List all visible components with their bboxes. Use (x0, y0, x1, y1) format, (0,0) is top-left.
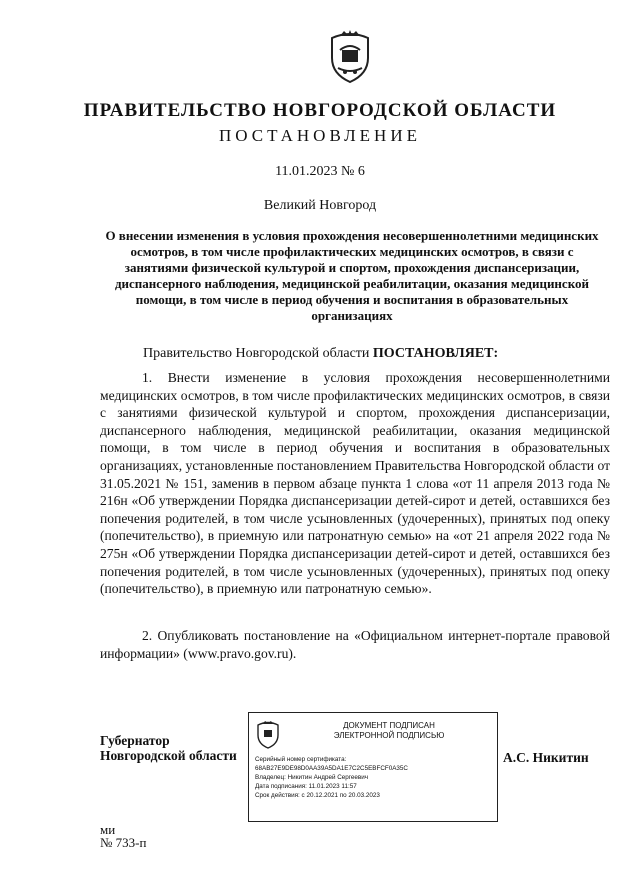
stamp-title (289, 721, 489, 741)
document-subject: О внесении изменения в условия прохождения несовершеннолетними медицинских осмотров, в том числе профилактических медицинских осмотров, в связи с занятиями физической культурой и спортом, прохождения диспансеризации, диспансерного наблюдения, медицинской реабилитации, оказания медицинской помощи, в том числе в период обучения и воспитания в образовательных организациях (105, 228, 599, 323)
stamp-title-line-2: ЭЛЕКТРОННОЙ ПОДПИСЬЮ (333, 731, 445, 740)
paragraph-1: 1. Внести изменение в условия прохождения несовершеннолетними медицинских осмотров, в том числе профилактических медицинских осмотров, в связи с занятиями физической культурой и спортом, прохождения диспансеризации, диспансерного наблюдения, медицинской реабилитации, оказания медицинской помощи, в том числе в период обучения и воспитания в образовательных организациях, установленные постановлением Правительства Новгородской области от 31.05.2021 № 151, заменив в первом абзаце пункта 1 слова «от 11 апреля 2013 года № 216н «Об утверждении Порядка диспансеризации детей-сирот и детей, оставшихся без попечения родителей, в том числе усыновленных (удочеренных), принятых под опеку (попечительство), в приемную или патронатную семью» на «от 21 апреля 2022 года № 275н «Об утверждении Порядка диспансеризации детей-сирот и детей, оставшихся без попечения родителей, в том числе усыновленных (удочеренных), принятых под опеку (попечительство), в приемную или патронатную семью». (100, 370, 611, 597)
date-number: 11.01.2023 № 6 (275, 164, 365, 179)
stamp-serial-label: Серийный номер сертификата: (255, 756, 347, 763)
document-footer (100, 823, 146, 849)
electronic-signature-stamp (248, 712, 498, 822)
signatory-name: А.С. Никитин (503, 750, 589, 765)
organization-title: ПРАВИТЕЛЬСТВО НОВГОРОДСКОЙ ОБЛАСТИ (83, 100, 557, 121)
stamp-validity: Срок действия: с 20.12.2021 по 20.03.2023 (255, 792, 380, 799)
stamp-owner: Владелец: Никитин Андрей Сергеевич (255, 774, 369, 781)
stamp-emblem-icon (255, 719, 281, 749)
footer-number: № 733-п (100, 835, 147, 850)
decree-line (143, 346, 498, 362)
stamp-signed-date: Дата подписания: 11.01.2023 11:57 (255, 783, 357, 790)
footer-initials: ми (100, 822, 116, 837)
city: Великий Новгород (263, 198, 377, 213)
position-line-2: Новгородской области (100, 748, 237, 763)
stamp-title-line-1: ДОКУМЕНТ ПОДПИСАН (343, 721, 435, 730)
coat-of-arms-emblem (326, 28, 374, 84)
document-type: ПОСТАНОВЛЕНИЕ (218, 126, 421, 145)
decree-verb: ПОСТАНОВЛЯЕТ: (372, 346, 499, 361)
paragraph-2: 2. Опубликовать постановление на «Официальном интернет-портале правовой информации» (www.pravo.gov.ru). (100, 628, 610, 661)
stamp-serial: 68AB27E9DE98D0AA39A5DA1E7C2C5EBFCF0A35C (255, 765, 408, 772)
signatory-position (100, 733, 237, 763)
decree-prefix: Правительство Новгородской области (143, 346, 373, 361)
position-line-1: Губернатор (100, 733, 170, 748)
stamp-details (255, 755, 493, 800)
